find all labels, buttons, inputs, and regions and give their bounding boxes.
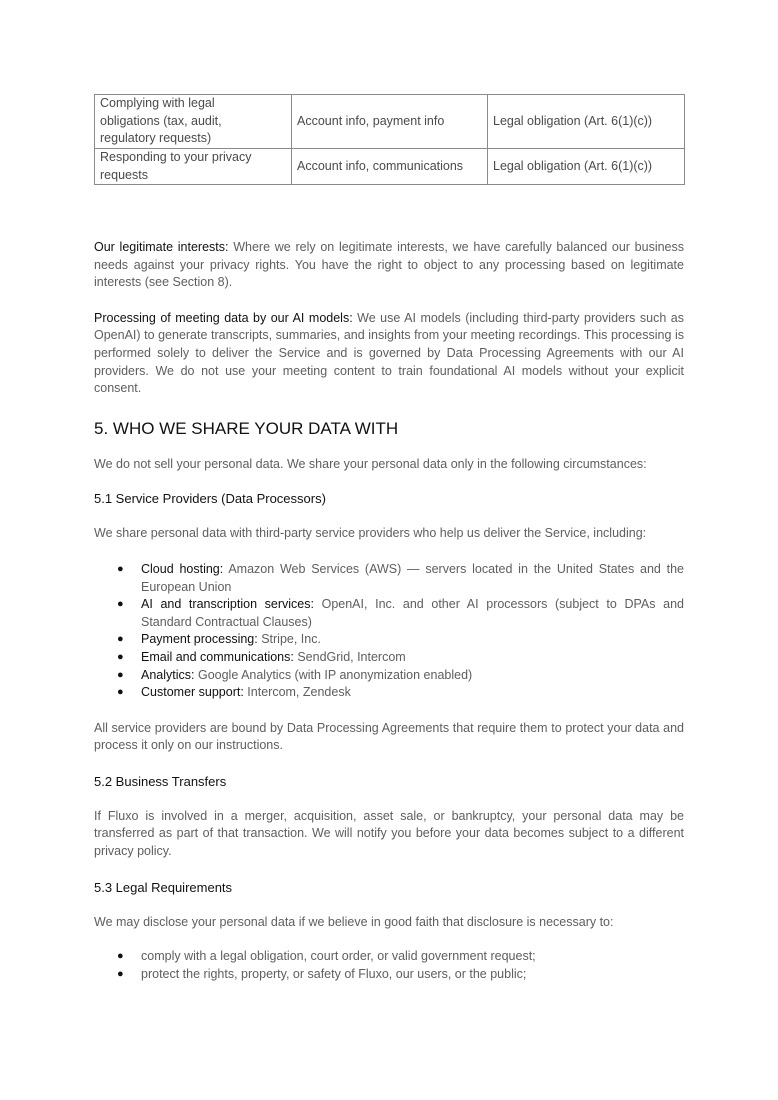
purpose-line: requests xyxy=(100,167,148,182)
purpose-line: obligations (tax, audit, xyxy=(100,113,222,128)
ai-processing-paragraph xyxy=(94,310,684,398)
section-5-2-heading: 5.2 Business Transfers xyxy=(94,773,227,789)
bullet-icon: ● xyxy=(117,562,124,575)
list-item: ● comply with a legal obligation, court order, or valid government request; xyxy=(94,948,684,966)
section-5-1-heading: 5.1 Service Providers (Data Processors) xyxy=(94,491,326,507)
legitimate-interests-paragraph xyxy=(94,239,684,292)
bullet-icon: ● xyxy=(117,633,124,646)
list-item: ● Analytics: Google Analytics (with IP anonymization enabled) xyxy=(94,667,684,685)
bullet-icon: ● xyxy=(117,950,124,963)
legitimate-interests-text: Where we rely on legitimate interests, we have carefully balanced our business needs against your privacy rights. You have the right to object to any processing based on legitimate interests (see Section 8). xyxy=(94,240,684,290)
section-5-3-intro: We may disclose your personal data if we believe in good faith that disclosure is necessary to: xyxy=(94,914,614,929)
bullet-icon: ● xyxy=(117,967,124,980)
service-providers-list xyxy=(94,561,684,702)
legal-basis-table xyxy=(94,94,685,185)
bullet-icon: ● xyxy=(117,650,124,663)
purpose-line: Responding to your privacy xyxy=(100,150,252,164)
list-item: ● AI and transcription services: OpenAI, Inc. and other AI processors (subject to DPAs and Standard Contractual Clauses) xyxy=(117,597,684,629)
document-content xyxy=(94,94,684,983)
bullet-icon: ● xyxy=(117,686,124,699)
data-cell: Account info, communications xyxy=(292,149,488,185)
purpose-line: regulatory requests) xyxy=(100,131,212,146)
basis-cell: Legal obligation (Art. 6(1)(c)) xyxy=(488,149,685,185)
section-5-3-heading: 5.3 Legal Requirements xyxy=(94,879,233,895)
section-5-intro: We do not sell your personal data. We share your personal data only in the following circumstances: xyxy=(94,456,647,471)
legal-requirements-list xyxy=(94,948,684,983)
section-5-1-intro: We share personal data with third-party service providers who help us deliver the Service, including: xyxy=(94,526,647,541)
bullet-icon: ● xyxy=(117,668,124,681)
purpose-cell xyxy=(95,95,292,149)
section-5-2-text: If Fluxo is involved in a merger, acquisition, asset sale, or bankruptcy, your personal data may be transferred as part of that transaction. We will notify you before your data becomes subject to a different privacy policy. xyxy=(94,808,684,859)
list-item: ● Email and communications: SendGrid, Intercom xyxy=(94,649,684,667)
list-item: ● Payment processing: Stripe, Inc. xyxy=(94,631,684,649)
basis-cell: Legal obligation (Art. 6(1)(c)) xyxy=(488,95,685,149)
list-item: ● Cloud hosting: Amazon Web Services (AWS) — servers located in the United States and the European Union xyxy=(117,561,685,594)
purpose-cell xyxy=(95,149,292,185)
list-item: ● Customer support: Intercom, Zendesk xyxy=(94,684,684,702)
table-row xyxy=(95,95,685,149)
bullet-icon: ● xyxy=(117,598,124,611)
list-item: ● protect the rights, property, or safety of Fluxo, our users, or the public; xyxy=(94,966,684,984)
section-5-1-outro: All service providers are bound by Data Processing Agreements that require them to protect your data and process it only on our instructions. xyxy=(94,720,684,753)
table-row xyxy=(95,149,685,185)
purpose-line: Complying with legal xyxy=(100,96,215,111)
data-cell: Account info, payment info xyxy=(292,95,488,149)
legitimate-interests-term: Our legitimate interests: xyxy=(94,240,229,254)
ai-processing-term: Processing of meeting data by our AI models: xyxy=(94,310,353,325)
section-5-heading: 5. WHO WE SHARE YOUR DATA WITH xyxy=(94,418,399,438)
ai-processing-text: We use AI models (including third-party providers such as OpenAI) to generate transcripts, summaries, and insights from your meeting recordings. This processing is performed solely to deliver the Service and is governed by Data Processing Agreements with our AI providers. We do not use your meeting content to train foundational AI models without your explicit consent. xyxy=(94,310,684,396)
